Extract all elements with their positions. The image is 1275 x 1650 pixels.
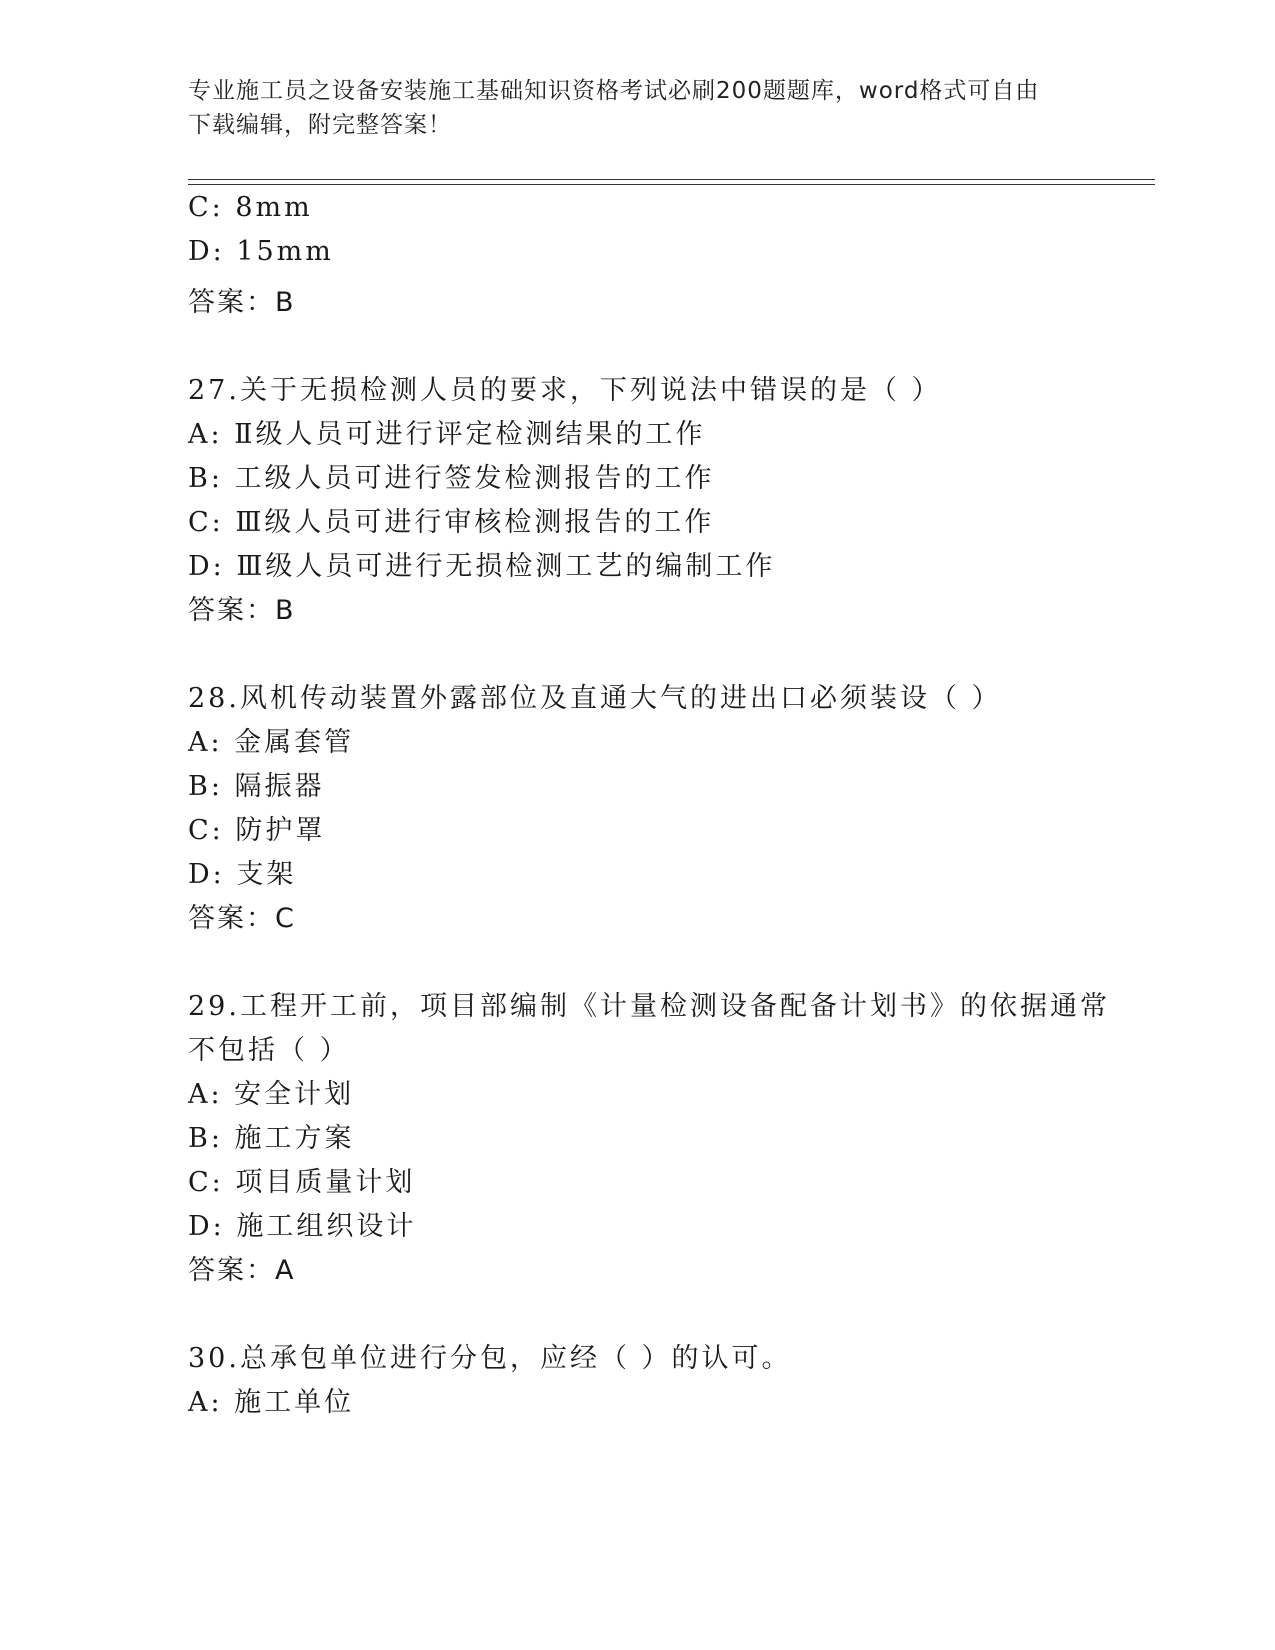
q29-option-b: B: 施工方案	[188, 1123, 355, 1154]
header-divider-bottom	[188, 184, 1155, 185]
q27-answer: 答案：B	[188, 595, 296, 626]
prev-option-d: D: 15mm	[188, 236, 334, 267]
q30-option-a: A: 施工单位	[188, 1387, 355, 1418]
prev-option-c: C: 8mm	[188, 192, 313, 223]
q27-option-c: C: Ⅲ级人员可进行审核检测报告的工作	[188, 507, 715, 538]
q28-option-d: D: 支架	[188, 859, 297, 890]
q30-stem: 30.总承包单位进行分包，应经（ ）的认可。	[188, 1343, 792, 1374]
q27-stem: 27.关于无损检测人员的要求，下列说法中错误的是（ ）	[188, 375, 942, 406]
document-header	[188, 74, 1088, 142]
q29-stem-line-1: 29.工程开工前，项目部编制《计量检测设备配备计划书》的依据通常	[188, 991, 1110, 1022]
q27-option-b: B: 工级人员可进行签发检测报告的工作	[188, 463, 715, 494]
q29-answer: 答案：A	[188, 1255, 296, 1286]
header-line-2: 下载编辑，附完整答案！	[188, 112, 452, 138]
prev-answer: 答案：B	[188, 287, 296, 318]
q28-option-a: A: 金属套管	[188, 727, 355, 758]
q29-option-c: C: 项目质量计划	[188, 1167, 416, 1198]
q27-option-a: A: Ⅱ级人员可进行评定检测结果的工作	[188, 419, 706, 450]
q28-option-c: C: 防护罩	[188, 815, 326, 846]
header-line-1: 专业施工员之设备安装施工基础知识资格考试必刷200题题库，word格式可自由	[188, 78, 1040, 104]
q28-answer: 答案：C	[188, 903, 296, 934]
q29-option-a: A: 安全计划	[188, 1079, 355, 1110]
q27-option-d: D: Ⅲ级人员可进行无损检测工艺的编制工作	[188, 551, 776, 582]
q29-stem-line-2: 不包括（ ）	[188, 1035, 350, 1066]
q28-stem: 28.风机传动装置外露部位及直通大气的进出口必须装设（ ）	[188, 683, 1002, 714]
header-divider-top	[188, 179, 1155, 180]
q28-option-b: B: 隔振器	[188, 771, 325, 802]
q29-option-d: D: 施工组织设计	[188, 1211, 417, 1242]
